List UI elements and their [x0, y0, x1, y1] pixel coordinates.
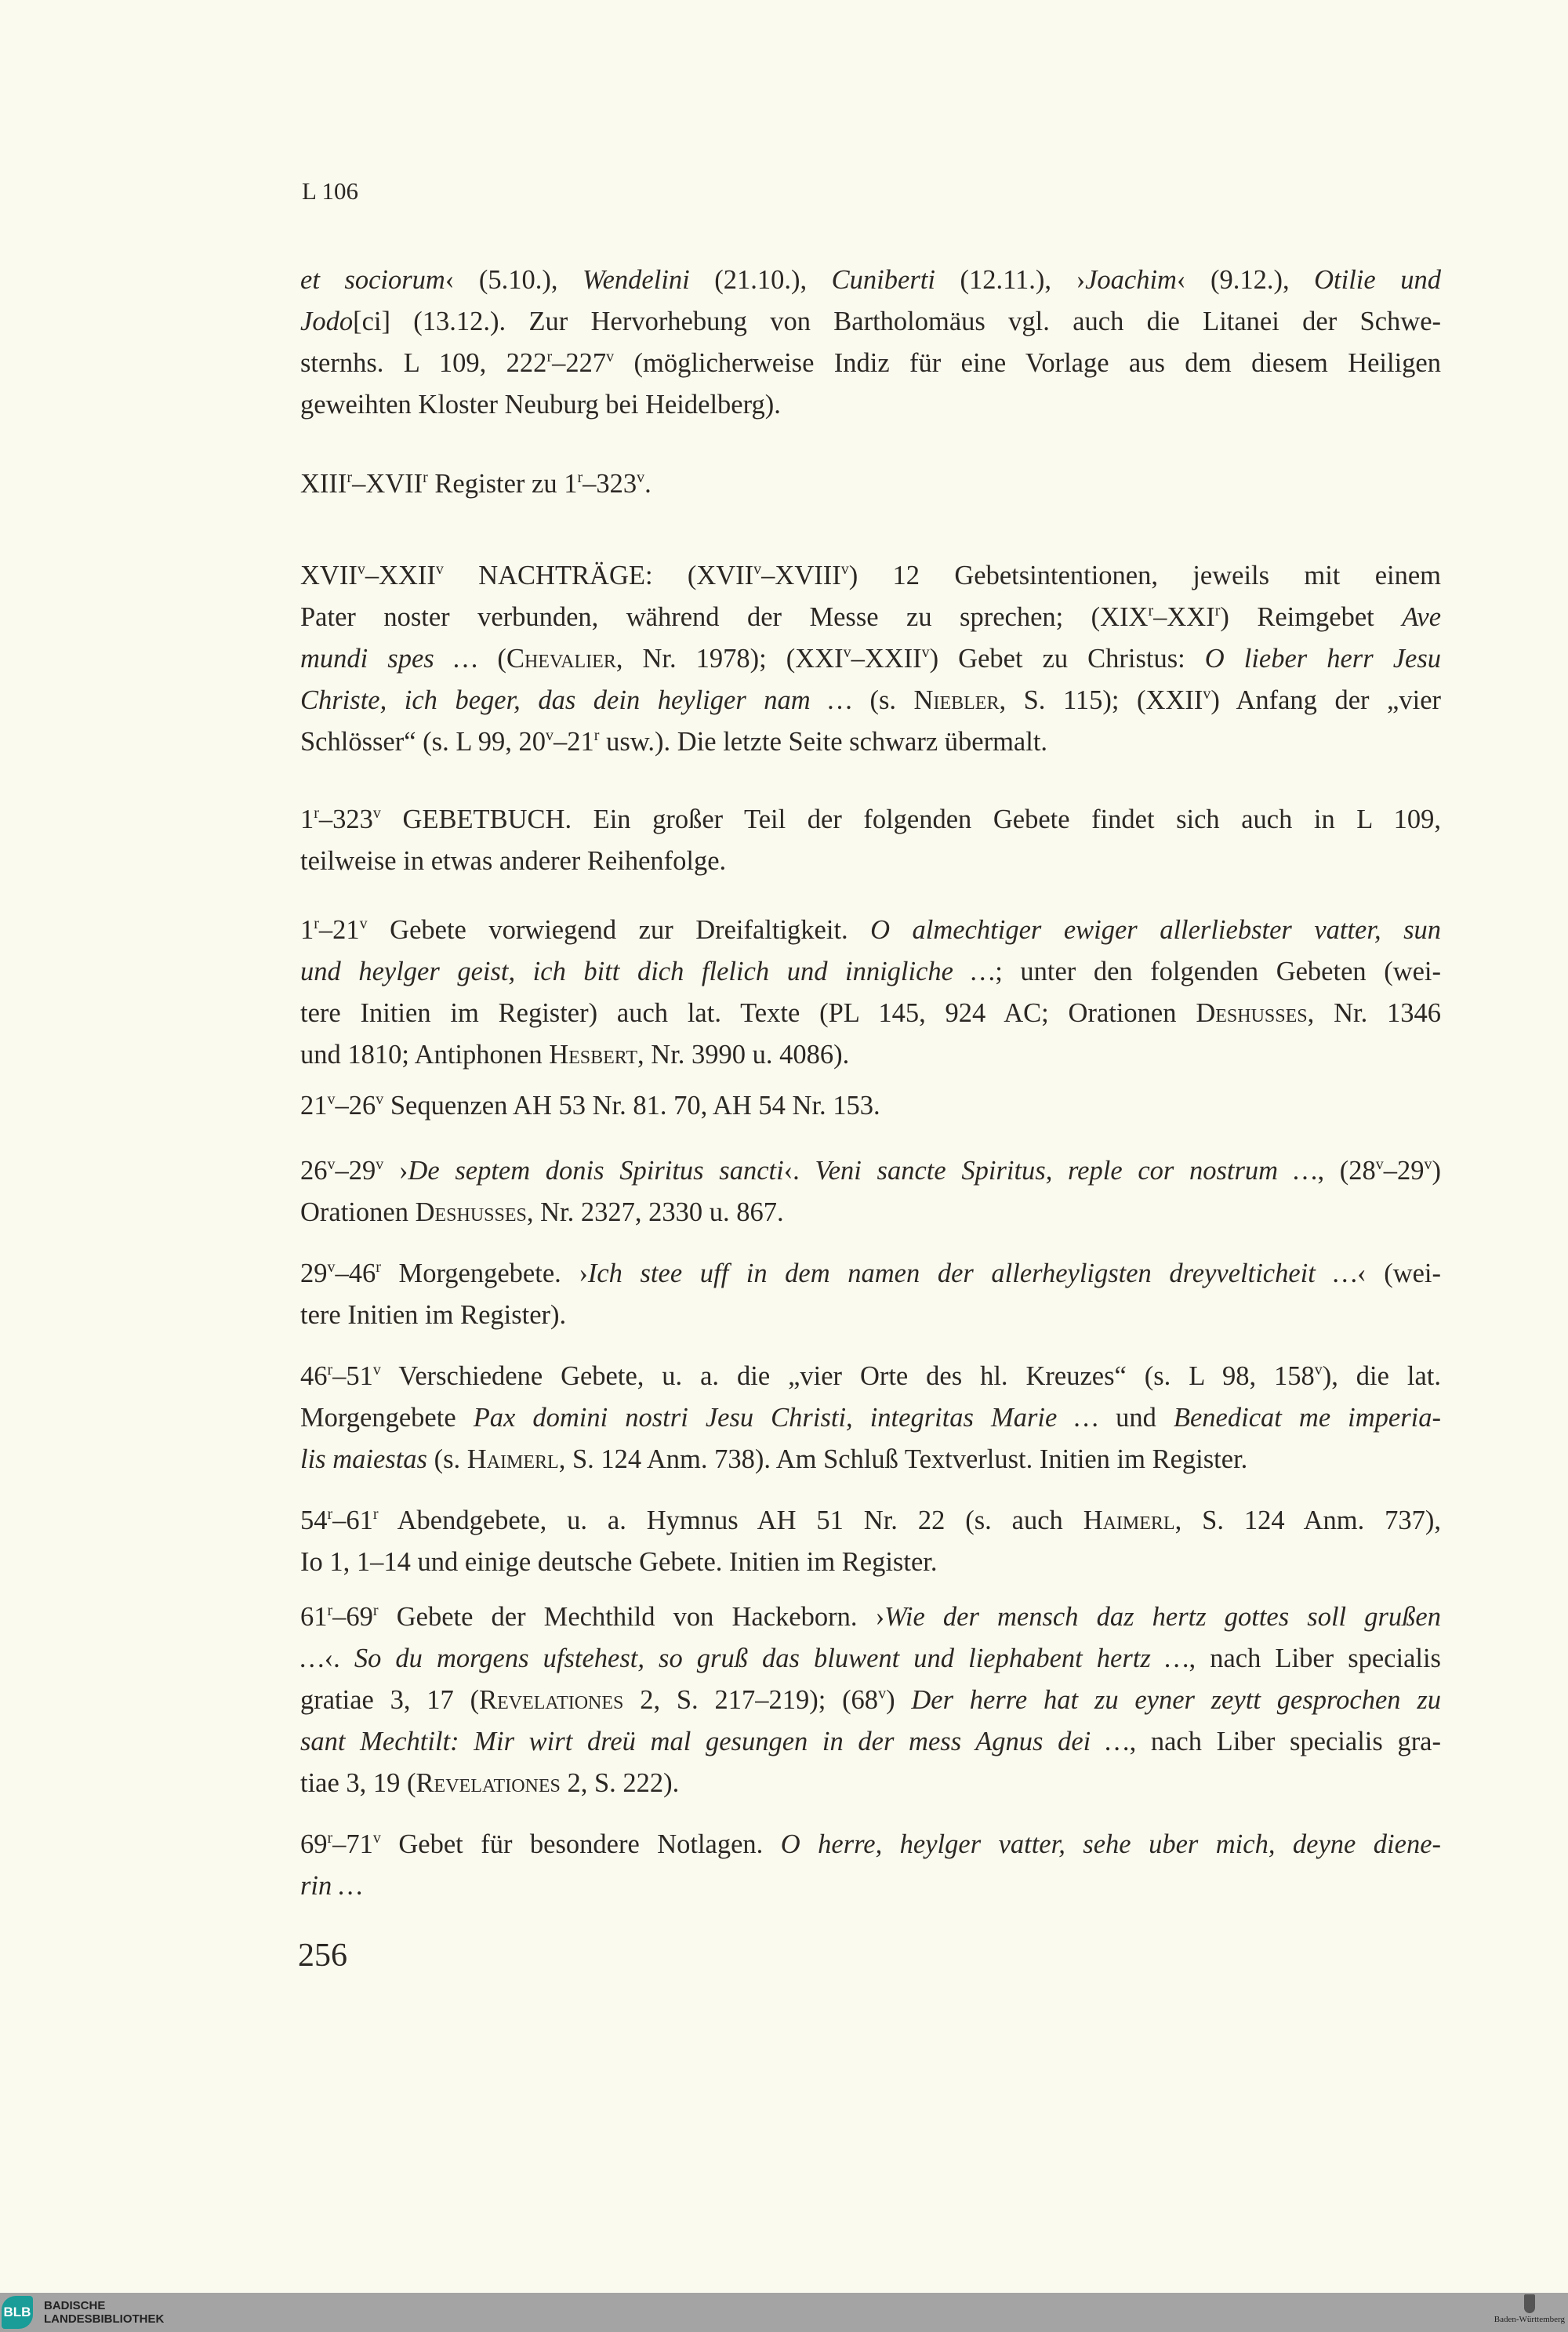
text-line [300, 1034, 1441, 1076]
italic-citation: Christe, ich beger, das dein heyliger nam … [300, 685, 852, 715]
italic-citation: et sociorum [300, 265, 445, 295]
italic-citation: O herre, heylger vatter, sehe uber mich, deyne diene- [780, 1829, 1442, 1859]
italic-citation: lis maiestas [300, 1444, 427, 1474]
folio-superscript: v [1375, 1156, 1384, 1173]
entry-paragraph [300, 463, 1441, 505]
author-smallcaps: Niebler [913, 685, 1000, 715]
text-run: Gebet für besondere Notlagen. [380, 1829, 781, 1859]
text-run: › [383, 1156, 408, 1186]
text-line [300, 301, 1441, 343]
text-run: 21 [300, 1091, 328, 1121]
text-run: 54 [300, 1506, 328, 1535]
text-run: (s. [426, 1444, 467, 1474]
text-run: ) Anfang der „vier [1210, 685, 1442, 715]
text-run: , Nr. 2327, 2330 u. 867. [526, 1197, 784, 1227]
text-run: –71 [332, 1829, 373, 1859]
text-line [300, 638, 1441, 680]
author-smallcaps: Revelationes [479, 1685, 624, 1715]
folio-superscript: v [435, 561, 444, 578]
text-run: , S. 115); (XXII [999, 685, 1203, 715]
page-header-signature: L 106 [302, 177, 359, 205]
folio-superscript: v [1314, 1361, 1323, 1378]
text-run: –XVIII [761, 561, 841, 590]
author-smallcaps: Haimerl [466, 1444, 559, 1474]
folio-superscript: v [921, 644, 930, 661]
text-run: NACHTRÄGE: (XVII [443, 561, 754, 590]
text-line [300, 1150, 1441, 1192]
text-line [300, 260, 1441, 301]
text-run: ‹ (9.12.), [1176, 265, 1315, 295]
text-run: Orationen [300, 1197, 416, 1227]
text-line [300, 1638, 1441, 1680]
folio-superscript: v [753, 561, 762, 578]
italic-citation: rin … [300, 1871, 363, 1901]
text-run: –XXII [851, 644, 922, 674]
folio-superscript: r [327, 1506, 333, 1523]
author-smallcaps: Hesbert [549, 1040, 638, 1070]
text-run: , nach Liber specialis [1189, 1644, 1441, 1673]
text-run: ‹ (wei- [1357, 1259, 1441, 1288]
entry-paragraph [300, 1150, 1441, 1233]
text-line [300, 1824, 1441, 1865]
folio-superscript: r [593, 727, 600, 744]
text-run: 2, S. 222). [560, 1768, 680, 1798]
folio-superscript: v [327, 1091, 336, 1108]
text-run: , S. 124 Anm. 738). Am Schluß Textverlust. Initien im Register. [558, 1444, 1248, 1474]
text-run: 1 [300, 805, 314, 834]
author-smallcaps: Revelationes [416, 1768, 561, 1798]
text-run: ) [886, 1685, 912, 1715]
text-line [300, 1763, 1441, 1804]
italic-citation: So du morgens ufstehest, so gruß das bluwent und liephabent hertz … [354, 1644, 1189, 1673]
entry-paragraph [300, 1500, 1441, 1583]
folio-superscript: r [1148, 602, 1154, 619]
text-run: ) Gebet zu Christus: [929, 644, 1205, 674]
italic-citation: Jodo [300, 307, 354, 336]
text-line [300, 1397, 1441, 1439]
folio-superscript: r [327, 1602, 333, 1619]
italic-citation: Der herre hat zu eyner zeytt gesprochen zu [911, 1685, 1441, 1715]
entry-paragraph [300, 910, 1441, 1076]
italic-citation: Ave [1402, 602, 1442, 632]
text-run: Gebete vorwiegend zur Dreifaltigkeit. [367, 915, 871, 945]
text-run: XVII [300, 561, 358, 590]
text-run: –323 [583, 469, 637, 499]
folio-superscript: v [376, 1091, 384, 1108]
library-name-line1: BADISCHE [44, 2299, 106, 2312]
text-run: usw.). Die letzte Seite schwarz übermalt. [599, 727, 1048, 757]
italic-citation: mundi spes … [300, 644, 478, 674]
text-run: –46 [335, 1259, 376, 1288]
text-run: tere Initien im Register) auch lat. Texte (PL 145, 924 AC; Orationen [300, 998, 1196, 1028]
entry-paragraph [300, 555, 1441, 763]
state-label: Baden-Württemberg [1494, 2315, 1565, 2324]
text-line [300, 1500, 1441, 1542]
text-line [300, 799, 1441, 841]
folio-superscript: v [372, 1829, 381, 1847]
text-line [300, 1439, 1441, 1480]
text-line [300, 1680, 1441, 1721]
entry-paragraph [300, 1085, 1441, 1127]
folio-superscript: r [327, 1829, 333, 1847]
text-run: –227 [552, 348, 607, 378]
folio-superscript: r [347, 469, 353, 486]
text-run: tere Initien im Register). [300, 1300, 567, 1330]
text-run: –29 [335, 1156, 376, 1186]
text-run: –69 [332, 1602, 373, 1632]
text-run: –323 [318, 805, 373, 834]
text-run: gratiae 3, 17 ( [300, 1685, 480, 1715]
folio-superscript: r [577, 469, 583, 486]
italic-citation: Wendelini [583, 265, 690, 295]
text-run: und 1810; Antiphonen [300, 1040, 550, 1070]
text-run: , nach Liber specialis gra- [1129, 1727, 1441, 1756]
entry-paragraph [300, 260, 1441, 426]
folio-superscript: r [372, 1602, 379, 1619]
entry-paragraph [300, 799, 1441, 882]
text-run: 26 [300, 1156, 328, 1186]
italic-citation: O almechtiger ewiger allerliebster vatter, sun [870, 915, 1441, 945]
text-run: 69 [300, 1829, 328, 1859]
text-run: (12.11.), › [935, 265, 1086, 295]
text-line [300, 951, 1441, 993]
folio-superscript: r [327, 1361, 333, 1378]
viewer-footer-bar [0, 2293, 1568, 2332]
text-run: , Nr. 3990 u. 4086). [637, 1040, 850, 1070]
text-run: 29 [300, 1259, 328, 1288]
text-line [300, 384, 1441, 426]
text-line [300, 1542, 1441, 1583]
italic-citation: Wie der mensch daz hertz gottes soll grußen [884, 1602, 1441, 1632]
text-line [300, 1085, 1441, 1127]
text-run: teilweise in etwas anderer Reihenfolge. [300, 846, 727, 876]
text-line [300, 841, 1441, 882]
text-line [300, 343, 1441, 384]
author-smallcaps: Deshusses [1196, 998, 1308, 1028]
text-line [300, 1721, 1441, 1763]
author-smallcaps: Deshusses [415, 1197, 527, 1227]
text-line [300, 1192, 1441, 1233]
text-run: –29 [1383, 1156, 1425, 1186]
text-run: –61 [332, 1506, 373, 1535]
text-run: . [644, 469, 652, 499]
italic-citation: O lieber herr Jesu [1204, 644, 1441, 674]
text-run: sternhs. L 109, 222 [300, 348, 547, 378]
folio-superscript: v [1424, 1156, 1432, 1173]
italic-citation: Ich stee uff in dem namen der allerheyligsten dreyvelticheit … [587, 1259, 1358, 1288]
text-run: Register zu 1 [427, 469, 578, 499]
text-run: 46 [300, 1361, 328, 1391]
text-line [300, 910, 1441, 951]
coat-of-arms-icon [1524, 2294, 1535, 2313]
text-run: ), die lat. [1322, 1361, 1441, 1391]
italic-citation: … [300, 1644, 325, 1673]
text-line [300, 463, 1441, 505]
folio-superscript: v [546, 727, 554, 744]
entry-paragraph [300, 1824, 1441, 1907]
folio-superscript: v [606, 348, 615, 365]
folio-superscript: v [878, 1685, 887, 1702]
text-run: –21 [554, 727, 594, 757]
italic-citation: De septem donis Spiritus sancti [408, 1156, 784, 1186]
italic-citation: Otilie und [1314, 265, 1441, 295]
library-name-line2: LANDESBIBLIOTHEK [44, 2312, 165, 2326]
text-run: Pater noster verbunden, während der Messe zu sprechen; (XIX [300, 602, 1149, 632]
folio-superscript: r [314, 915, 319, 932]
italic-citation: sant Mechtilt: Mir wirt dreü mal gesungen in der mess Agnus dei … [300, 1727, 1130, 1756]
italic-citation: Pax domini nostri Jesu Christi, integritas Marie … [473, 1403, 1099, 1433]
text-run: Io 1, 1–14 und einige deutsche Gebete. Initien im Register. [300, 1547, 938, 1577]
text-run: Morgengebete. › [380, 1259, 588, 1288]
text-run: ; unter den folgenden Gebeten (wei- [995, 957, 1441, 986]
text-run: Morgengebete [300, 1403, 474, 1433]
text-run: , S. 124 Anm. 737), [1174, 1506, 1441, 1535]
folio-superscript: v [1203, 685, 1211, 703]
text-run: , (28 [1317, 1156, 1376, 1186]
text-run: (möglicherweise Indiz für eine Vorlage aus dem diesem Heiligen [614, 348, 1441, 378]
author-smallcaps: Haimerl [1083, 1506, 1175, 1535]
text-run: Schlösser“ (s. L 99, 20 [300, 727, 546, 757]
entry-paragraph [300, 1356, 1441, 1480]
text-run: und [1098, 1403, 1174, 1433]
italic-citation: Benedicat me imperia- [1173, 1403, 1441, 1433]
text-line [300, 993, 1441, 1034]
text-line [300, 1596, 1441, 1638]
text-run: , Nr. 1978); (XXI [615, 644, 844, 674]
text-run: tiae 3, 19 ( [300, 1768, 416, 1798]
folio-superscript: v [327, 1259, 336, 1276]
text-line [300, 1295, 1441, 1336]
italic-citation: Cuniberti [831, 265, 935, 295]
text-run: (21.10.), [689, 265, 832, 295]
text-run: GEBETBUCH. Ein großer Teil der folgenden Gebete findet sich auch in L 109, [380, 805, 1441, 834]
text-run: –51 [332, 1361, 373, 1391]
text-run: 2, S. 217–219); (68 [623, 1685, 879, 1715]
text-line [300, 1356, 1441, 1397]
folio-superscript: v [327, 1156, 336, 1173]
folio-superscript: v [376, 1156, 384, 1173]
text-run: 1 [300, 915, 314, 945]
text-line [300, 597, 1441, 638]
folio-superscript: v [359, 915, 368, 932]
text-run: –XXI [1153, 602, 1215, 632]
text-run: [ci] (13.12.). Zur Hervorhebung von Bartholomäus vgl. auch die Litanei der Schwe- [353, 307, 1441, 336]
text-line [300, 721, 1441, 763]
text-run: Gebete der Mechthild von Hackeborn. › [378, 1602, 885, 1632]
text-run: , Nr. 1346 [1307, 998, 1442, 1028]
folio-superscript: v [637, 469, 645, 486]
text-run: ‹. [324, 1644, 354, 1673]
text-run: ) [1432, 1156, 1441, 1186]
italic-citation: Veni sancte Spiritus, reple cor nostrum … [815, 1156, 1318, 1186]
text-run: –26 [335, 1091, 376, 1121]
folio-superscript: r [372, 1506, 379, 1523]
author-smallcaps: Chevalier [506, 644, 616, 674]
folio-superscript: v [357, 561, 365, 578]
folio-superscript: v [372, 1361, 381, 1378]
folio-superscript: v [840, 561, 849, 578]
text-run: (s. [851, 685, 914, 715]
text-run: ‹ (5.10.), [445, 265, 583, 295]
text-line [300, 680, 1441, 721]
text-run: XIII [300, 469, 347, 499]
italic-citation: und heylger geist, ich bitt dich flelich und innigliche … [300, 957, 996, 986]
text-run: Abendgebete, u. a. Hymnus AH 51 Nr. 22 (s. auch [378, 1506, 1083, 1535]
text-run: ) Reimgebet [1220, 602, 1403, 632]
library-name[interactable] [44, 2299, 164, 2326]
state-logo[interactable] [1494, 2294, 1565, 2324]
text-run: –XXII [365, 561, 436, 590]
text-run: Sequenzen AH 53 Nr. 81. 70, AH 54 Nr. 153. [383, 1091, 880, 1121]
folio-superscript: r [546, 348, 553, 365]
text-line [300, 1865, 1441, 1907]
entry-paragraph [300, 1253, 1441, 1336]
text-run: –21 [318, 915, 360, 945]
folio-superscript: v [843, 644, 851, 661]
italic-citation: Joachim [1085, 265, 1177, 295]
folio-superscript: v [372, 805, 381, 822]
text-run: geweihten Kloster Neuburg bei Heidelberg). [300, 390, 781, 420]
folio-superscript: r [314, 805, 319, 822]
text-run: ) 12 Gebetsintentionen, jeweils mit einem [848, 561, 1441, 590]
entry-paragraph [300, 1596, 1441, 1804]
folio-superscript: r [376, 1259, 381, 1276]
folio-superscript: r [1214, 602, 1221, 619]
text-run: ( [477, 644, 506, 674]
text-line [300, 1253, 1441, 1295]
text-run: 61 [300, 1602, 328, 1632]
text-run: Verschiedene Gebete, u. a. die „vier Orte des hl. Kreuzes“ (s. L 98, 158 [380, 1361, 1315, 1391]
page-number: 256 [298, 1938, 347, 1974]
text-run: ‹. [783, 1156, 815, 1186]
blb-logo-icon[interactable]: BLB [2, 2296, 33, 2329]
text-line [300, 555, 1441, 597]
text-run: –XVII [352, 469, 423, 499]
folio-superscript: r [423, 469, 428, 486]
